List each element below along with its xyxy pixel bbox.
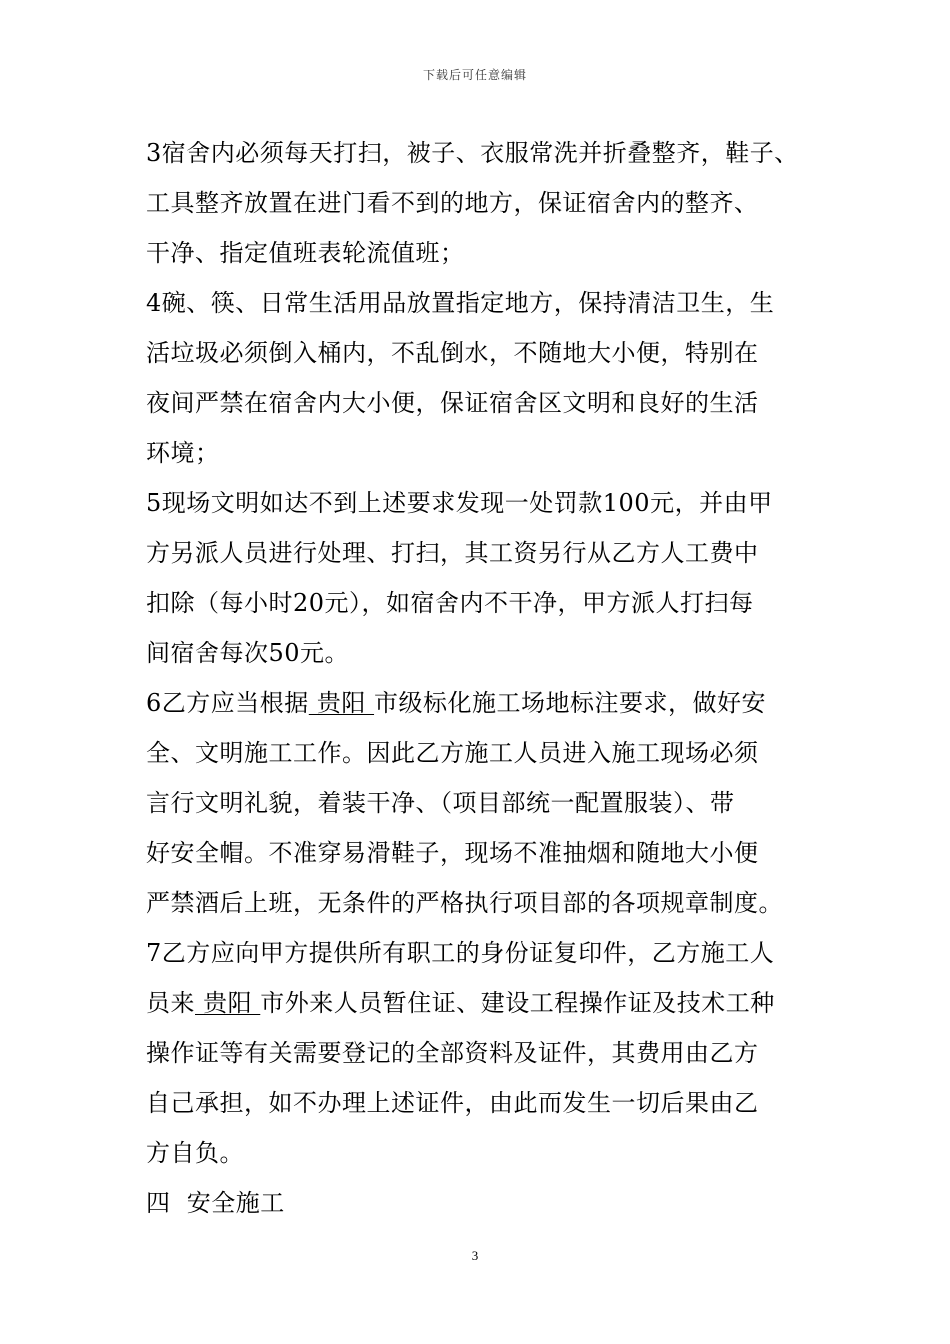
body-line: 言行文明礼貌，着装干净、（项目部统一配置服装）、带 [146, 789, 735, 817]
body-line: 方另派人员进行处理、打扫，其工资另行从乙方人工费中 [146, 539, 759, 567]
document-body [146, 128, 836, 1228]
line-text: 6乙方应当根据 [146, 689, 309, 717]
body-line [146, 678, 836, 728]
body-line: 夜间严禁在宿舍内大小便，保证宿舍区文明和良好的生活 [146, 389, 759, 417]
body-line: 扣除（每小时20元），如宿舍内不干净，甲方派人打扫每 [146, 589, 754, 617]
section-heading: 四 安全施工 [146, 1189, 285, 1217]
body-line: 操作证等有关需要登记的全部资料及证件，其费用由乙方 [146, 1039, 759, 1067]
body-line: 间宿舍每次50元。 [146, 639, 350, 667]
page-number: 3 [471, 1248, 479, 1263]
body-line: 方自负。 [146, 1139, 244, 1167]
body-line: 环境； [146, 439, 220, 467]
line-text: 市外来人员暂住证、建设工程操作证及技术工种 [260, 989, 775, 1017]
page-header-note: 下载后可任意编辑 [422, 68, 527, 82]
body-line: 3宿舍内必须每天打扫，被子、衣服常洗并折叠整齐，鞋子、 [146, 139, 799, 167]
line-text: 员来 [146, 989, 195, 1017]
body-line: 活垃圾必须倒入桶内，不乱倒水，不随地大小便，特别在 [146, 339, 759, 367]
underlined-city-field: 贵阳 [308, 689, 375, 717]
underlined-city-field: 贵阳 [195, 989, 261, 1017]
body-line: 全、文明施工工作。因此乙方施工人员进入施工现场必须 [146, 739, 759, 767]
body-line: 5现场文明如达不到上述要求发现一处罚款100元，并由甲 [146, 489, 773, 517]
body-line: 工具整齐放置在进门看不到的地方，保证宿舍内的整齐、 [146, 189, 759, 217]
body-line: 好安全帽。不准穿易滑鞋子，现场不准抽烟和随地大小便 [146, 839, 759, 867]
line-text: 市级标化施工场地标注要求，做好安 [374, 689, 767, 717]
body-line: 干净、指定值班表轮流值班； [146, 239, 465, 267]
body-line [146, 978, 836, 1028]
body-line: 严禁酒后上班，无条件的严格执行项目部的各项规章制度。 [146, 889, 783, 917]
body-line: 7乙方应向甲方提供所有职工的身份证复印件，乙方施工人 [146, 939, 775, 967]
body-line: 自己承担，如不办理上述证件，由此而发生一切后果由乙 [146, 1089, 759, 1117]
body-line: 4碗、筷、日常生活用品放置指定地方，保持清洁卫生，生 [146, 289, 775, 317]
